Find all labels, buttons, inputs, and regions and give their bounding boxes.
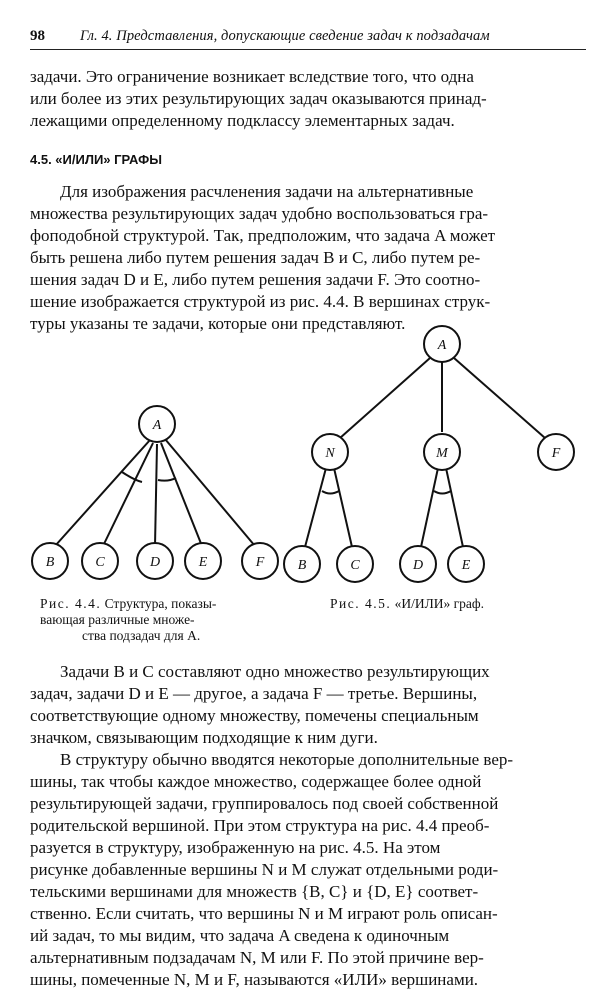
node-label: E <box>198 555 208 570</box>
text-line: шины, помеченные N, M и F, называются «ИЛИ» вершинами. <box>30 970 479 989</box>
header-rule <box>30 49 586 50</box>
node-label: C <box>95 555 105 570</box>
node-label: D <box>412 558 424 573</box>
text-line: множества результирующих задач удобно воспользоваться гра- <box>30 204 489 223</box>
text-line: родительской вершиной. При этом структура на рис. 4.4 преоб- <box>30 816 490 835</box>
node-label: B <box>45 555 55 570</box>
edge-n-c <box>334 468 352 547</box>
text-line: рисунке добавленные вершины N и M служат отдельными роди- <box>30 860 499 879</box>
edge-a-c <box>103 443 153 546</box>
node-label: A <box>152 418 162 433</box>
node-label: E <box>461 558 471 573</box>
figure-4-4-caption <box>40 596 266 644</box>
and-arc-de <box>158 478 176 481</box>
text-line: задачи. Это ограничение возникает вследствие того, что одна <box>30 67 474 86</box>
text-line: результирующей задачи, группировалось под своей собственной <box>30 794 499 813</box>
text-line: быть решена либо путем решения задач B и C, либо путем ре- <box>30 248 481 267</box>
paragraph-2 <box>30 661 584 749</box>
paragraph-1 <box>30 181 584 335</box>
running-title: Гл. 4. Представления, допускающие сведение задач к подзадачам <box>80 28 490 44</box>
node-label: B <box>297 558 307 573</box>
text-line: соответствующие одному множеству, помечены специальным <box>30 706 479 725</box>
and-arc-nbc <box>322 491 339 494</box>
text-line: или более из этих результирующих задач оказываются принад- <box>30 89 487 108</box>
intro-paragraph <box>30 66 584 132</box>
caption-line: ства подзадач для A. <box>82 628 201 643</box>
text-line: фоподобной структурой. Так, предположим, что задача A может <box>30 226 496 245</box>
edge-a-b <box>55 440 150 546</box>
caption-line: «И/ИЛИ» граф. <box>394 596 485 611</box>
text-line: В структуру обычно вводятся некоторые дополнительные вер- <box>60 750 514 769</box>
node-label: A <box>437 338 447 353</box>
text-line: Для изображения расчленения задачи на альтернативные <box>60 182 474 201</box>
caption-line: Структура, показы- <box>104 596 217 611</box>
caption-label: Рис. 4.4. <box>40 596 102 611</box>
text-line: значком, связывающим подходящие к ним дуги. <box>30 728 378 747</box>
text-line: шение изображается структурой из рис. 4.4. В вершинах струк- <box>30 292 491 311</box>
section-title: 4.5. «И/ИЛИ» ГРАФЫ <box>30 152 162 167</box>
text-line: Задачи B и C составляют одно множество результирующих <box>60 662 490 681</box>
text-line: задач, задачи D и E — другое, а задача F — третье. Вершины, <box>30 684 478 703</box>
text-line: лежащими определенному подклассу элементарных задач. <box>30 111 455 130</box>
edge-a-d <box>155 444 157 546</box>
and-arc-mde <box>434 491 451 494</box>
text-line: разуется в структуру, изображенную на рис. 4.5. На этом <box>30 838 441 857</box>
edge-a-n <box>340 358 430 438</box>
paragraph-3 <box>30 749 584 991</box>
node-label: F <box>551 446 561 461</box>
edge-m-e <box>446 468 463 547</box>
text-line: альтернативным подзадачам N, M или F. По этой причине вер- <box>30 948 484 967</box>
edge-a-f <box>454 358 545 438</box>
running-header <box>30 26 590 50</box>
figures-area <box>0 320 610 590</box>
node-label: N <box>325 446 335 461</box>
edge-m-d <box>421 468 438 547</box>
node-label: F <box>255 555 265 570</box>
node-label: M <box>436 446 448 461</box>
edge-n-b <box>305 468 326 547</box>
text-line: туры указаны те задачи, которые они представляют. <box>30 314 406 333</box>
page-number: 98 <box>30 28 45 44</box>
edge-a-f <box>165 439 255 546</box>
text-line: тельскими вершинами для множеств {B, C} и {D, E} соответ- <box>30 882 479 901</box>
caption-label: Рис. 4.5. <box>330 596 392 611</box>
text-line: ственно. Если считать, что вершины N и M играют роль описан- <box>30 904 498 923</box>
figure-4-5-caption <box>330 596 484 612</box>
text-line: шения задач D и E, либо путем решения задачи F. Это соотно- <box>30 270 481 289</box>
text-line: шины, так чтобы каждое множество, содержащее более одной <box>30 772 482 791</box>
node-label: D <box>149 555 161 570</box>
caption-line: вающая различные множе- <box>40 612 195 627</box>
node-label: C <box>350 558 360 573</box>
text-line: ий задач, то мы видим, что задача A сведена к одиночным <box>30 926 450 945</box>
